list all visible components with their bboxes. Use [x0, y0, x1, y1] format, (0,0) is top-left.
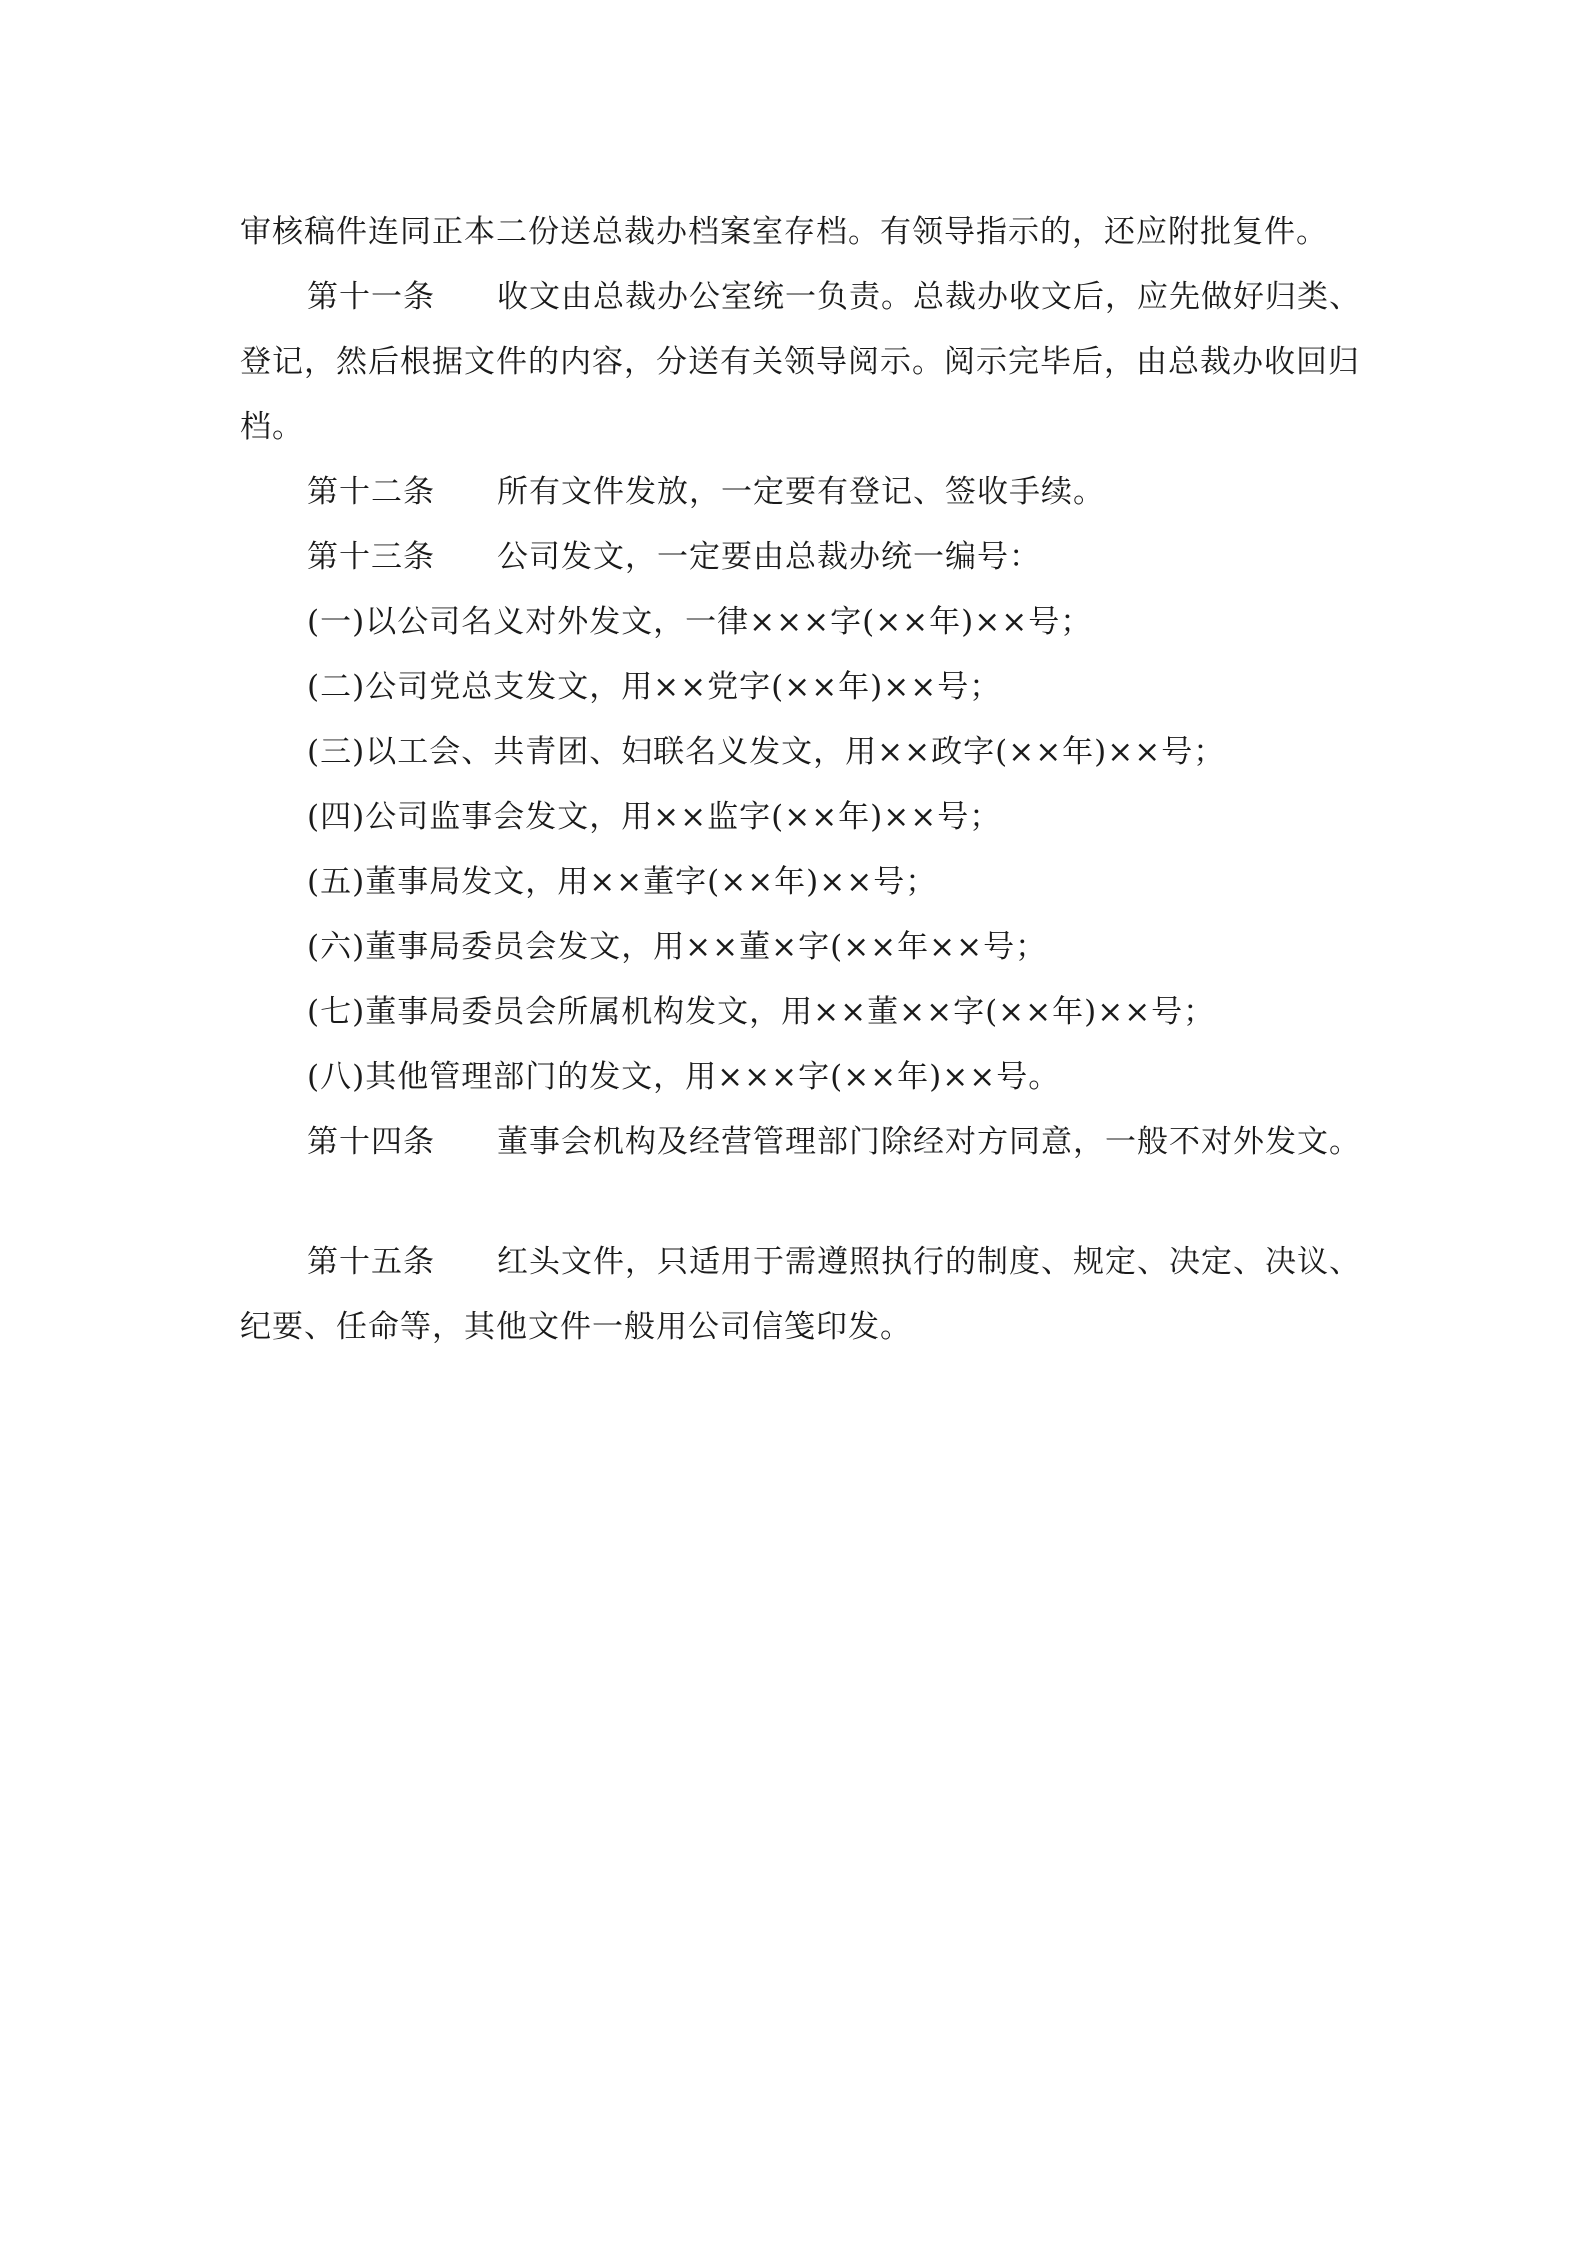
- line-text: 审核稿件连同正本二份送总裁办档案室存档。有领导指示的，还应附批复件。: [240, 214, 1328, 250]
- line-text: 董事会机构及经营管理部门除经对方同意，一般不对外发文。: [497, 1124, 1361, 1160]
- article-heading-line: [307, 1242, 1361, 1282]
- line-text: 收文由总裁办公室统一负责。总裁办收文后，应先做好归类、: [497, 279, 1361, 315]
- line-text: (七)董事局委员会所属机构发文，用××董××字(××年)××号；: [307, 994, 1216, 1030]
- article-number: 第十一条: [307, 279, 435, 315]
- list-item: [307, 797, 1001, 837]
- paragraph-line: [240, 342, 1360, 382]
- line-text: (二)公司党总支发文，用××党字(××年)××号；: [307, 669, 1002, 705]
- list-item: [307, 667, 1001, 707]
- paragraph-line: [240, 407, 304, 447]
- line-text: 公司发文，一定要由总裁办统一编号：: [497, 539, 1041, 575]
- article-heading-line: [307, 1122, 1361, 1162]
- list-item: [307, 1057, 1060, 1097]
- article-number: 第十三条: [307, 539, 435, 575]
- article-number: 第十二条: [307, 474, 435, 510]
- article-heading-line: [307, 277, 1361, 317]
- line-text: 红头文件，只适用于需遵照执行的制度、规定、决定、决议、: [497, 1244, 1361, 1280]
- list-item: [307, 732, 1225, 772]
- line-text: 档。: [240, 409, 304, 445]
- list-item: [307, 992, 1215, 1032]
- line-text: 登记，然后根据文件的内容，分送有关领导阅示。阅示完毕后，由总裁办收回归: [240, 344, 1360, 380]
- line-text: (八)其他管理部门的发文，用×××字(××年)××号。: [307, 1059, 1061, 1095]
- paragraph-line: [240, 212, 1328, 252]
- paragraph-line: [240, 1307, 912, 1347]
- list-item: [307, 602, 1092, 642]
- list-item: [307, 862, 937, 902]
- line-text: (四)公司监事会发文，用××监字(××年)××号；: [307, 799, 1002, 835]
- list-item: [307, 927, 1047, 967]
- line-text: 所有文件发放，一定要有登记、签收手续。: [497, 474, 1105, 510]
- line-text: (三)以工会、共青团、妇联名义发文，用××政字(××年)××号；: [307, 734, 1226, 770]
- article-heading-line: [307, 537, 1041, 577]
- line-text: (一)以公司名义对外发文，一律×××字(××年)××号；: [307, 604, 1093, 640]
- article-number: 第十四条: [307, 1124, 435, 1160]
- article-heading-line: [307, 472, 1105, 512]
- line-text: (六)董事局委员会发文，用××董×字(××年××号；: [307, 929, 1048, 965]
- line-text: (五)董事局发文，用××董字(××年)××号；: [307, 864, 938, 900]
- line-text: 纪要、任命等，其他文件一般用公司信笺印发。: [240, 1309, 912, 1345]
- article-number: 第十五条: [307, 1244, 435, 1280]
